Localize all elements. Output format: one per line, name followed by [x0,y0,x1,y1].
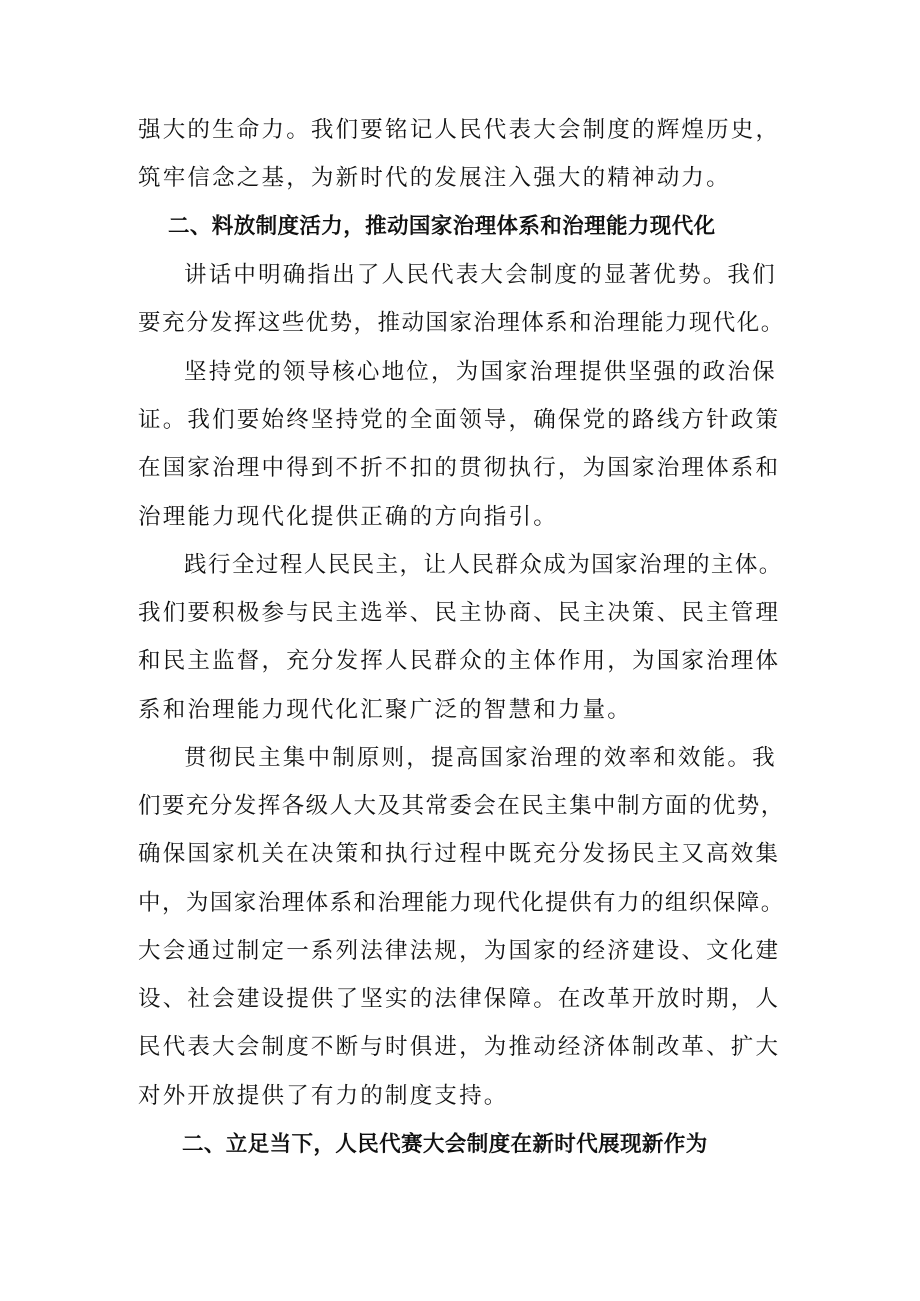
paragraph-line: 贯彻民主集中制原则，提高国家治理的效率和效能。我 [184,745,777,771]
paragraph-line: 系和治理能力现代化汇聚广泛的智慧和力量。 [138,697,633,723]
paragraph-line: 们要充分发挥各级人大及其常委会在民主集中制方面的优势， [138,793,785,819]
paragraph-line: 强大的生命力。我们要铭记人民代表大会制度的辉煌历史， [138,117,781,143]
paragraph-line: 要充分发挥这些优势，推动国家治理体系和治理能力现代化。 [138,310,785,336]
paragraph-line: 民代表大会制度不断与时俱进，为推动经济体制改革、扩大 [138,1034,781,1060]
section-heading: 二、料放制度活力，推动国家治理体系和治理能力现代化 [168,214,716,239]
paragraph-line: 筑牢信念之基，为新时代的发展注入强大的精神动力。 [138,165,731,191]
paragraph-line: 对外开放提供了有力的制度支持。 [138,1083,509,1109]
paragraph-line: 我们要积极参与民主选举、民主协商、民主决策、民主管理 [138,600,781,626]
paragraph-line: 治理能力现代化提供正确的方向指引。 [138,504,558,530]
paragraph-line: 大会通过制定一系列法律法规，为国家的经济建设、文化建 [138,938,781,964]
paragraph-line: 确保国家机关在决策和执行过程中既充分发扬民主又高效集 [138,841,781,867]
paragraph-line: 设、社会建设提供了坚实的法律保障。在改革开放时期，人 [138,986,781,1012]
paragraph-line: 讲话中明确指出了人民代表大会制度的显著优势。我们 [184,262,777,288]
paragraph-line: 坚持党的领导核心地位，为国家治理提供坚强的政治保 [184,359,777,385]
paragraph-line: 和民主监督，充分发挥人民群众的主体作用，为国家治理体 [138,648,781,674]
paragraph-line: 在国家治理中得到不折不扣的贯彻执行，为国家治理体系和 [138,455,781,481]
paragraph-line: 中，为国家治理体系和治理能力现代化提供有力的组织保障。 [138,890,785,916]
paragraph-line: 践行全过程人民民主，让人民群众成为国家治理的主体。 [184,552,783,578]
section-heading: 二、立足当下，人民代赛大会制度在新时代展现新作为 [182,1132,708,1157]
paragraph-line: 证。我们要始终坚持党的全面领导，确保党的路线方针政策 [138,407,781,433]
